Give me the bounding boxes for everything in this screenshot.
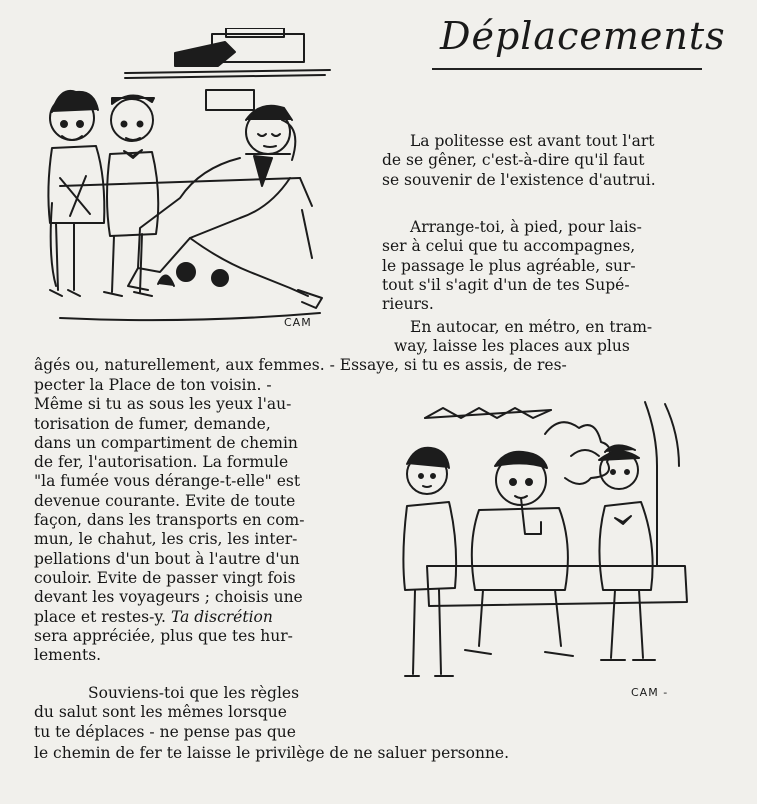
bench-illustration [395,394,715,714]
text-line: Souviens-toi que les règles [88,684,300,702]
text-line: ser à celui que tu accompagnes, [382,237,636,256]
text-line: Même si tu as sous les yeux l'au- [34,395,292,414]
text-line: tu te déplaces - ne pense pas que [34,722,296,741]
text-line: La politesse est avant tout l'art [410,132,655,150]
text-line-wide: âgés ou, naturellement, aux femmes. - Essaye, si tu es assis, de res- [34,356,567,374]
signature-top: CAM [284,316,312,329]
text-line-last: le chemin de fer te laisse le privilège de ne saluer personne. [34,744,510,762]
text-line: du salut sont les mêmes lorsque [34,703,287,722]
text-line: dans un compartiment de chemin [34,433,298,452]
text-line: de fer, l'autorisation. La formule [34,453,289,472]
text-line: tout s'il s'agit d'un de tes Supé- [382,275,630,294]
text-line: En autocar, en métro, en tram- [410,318,653,336]
text-line: torisation de fumer, demande, [34,414,271,433]
text-line: le passage le plus agréable, sur- [382,256,636,275]
paragraph-transports-body [34,376,305,665]
title-underline [432,68,702,70]
text-line-with-italic [34,608,305,627]
compartment-illustration [40,28,340,350]
text-line: devenue courante. Evite de toute [34,491,296,510]
text-line: couloir. Evite de passer vingt fois [34,568,296,587]
text-line: façon, dans les transports en com- [34,511,305,530]
paragraph-a-pied [382,218,642,314]
text-line: mun, le chahut, les cris, les inter- [34,530,298,549]
text-line: devant les voyageurs ; choisis une [34,588,303,607]
text-line: se souvenir de l'existence d'autrui. [382,170,656,189]
text-line: pecter la Place de ton voisin. - [34,376,272,394]
italic-text: Ta discrétion [170,607,273,626]
signature-bottom: CAM - [631,686,669,699]
text-line: "la fumée vous dérange-t-elle" est [34,472,301,491]
text-line: way, laisse les places aux plus [394,337,630,356]
text-line: Arrange-toi, à pied, pour lais- [410,218,642,236]
paragraph-salut [34,684,299,742]
text-line: rieurs. [382,295,434,314]
page-title: Déplacements [440,14,726,58]
text-line: de se gêner, c'est-à-dire qu'il faut [382,151,645,170]
text-line: sera appréciée, plus que tes hur- [34,626,293,645]
paragraph-politesse [382,132,703,190]
text-line: pellations d'un bout à l'autre d'un [34,549,300,568]
text-segment: place et restes-y. [34,607,166,626]
paragraph-transports-top [382,318,652,357]
text-line: lements. [34,646,102,665]
